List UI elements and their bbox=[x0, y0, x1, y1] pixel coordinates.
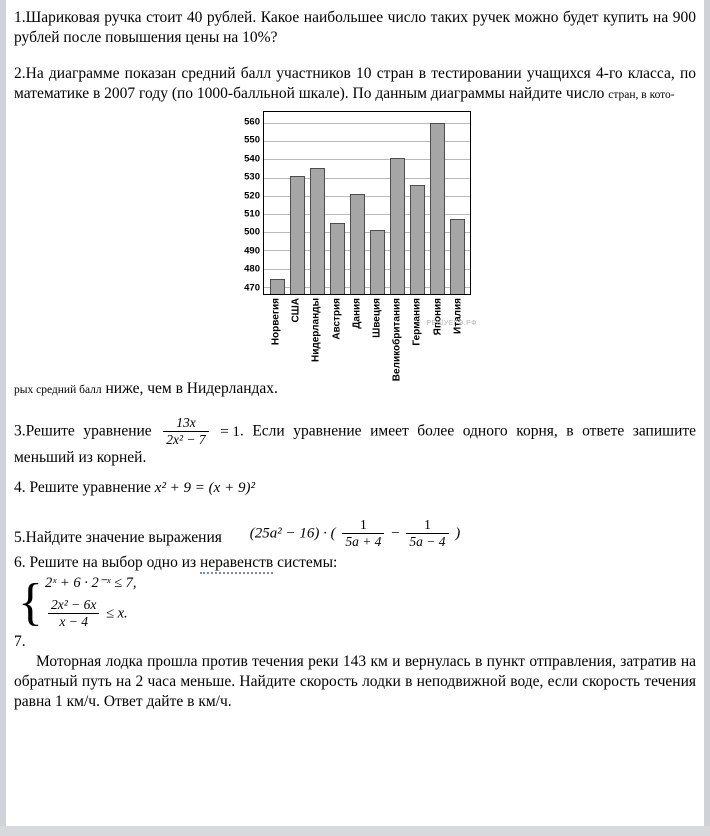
y-tick-560: 560 bbox=[244, 116, 260, 128]
bar-japan bbox=[430, 123, 445, 294]
bar-great-britain bbox=[390, 158, 405, 295]
question-3 bbox=[14, 416, 696, 468]
formula-q5-right: ) bbox=[455, 525, 461, 542]
y-tick-480: 480 bbox=[244, 263, 260, 275]
bar-norway bbox=[270, 279, 285, 294]
fraction-numerator: 13x bbox=[176, 415, 196, 430]
bar-italy bbox=[450, 219, 465, 294]
chart-watermark: РЕШУЕГЭ.РФ bbox=[426, 320, 477, 327]
fraction-denominator: 5a − 4 bbox=[406, 533, 448, 550]
system-line-2-fraction bbox=[48, 597, 99, 629]
question-7-number: 7. bbox=[14, 633, 26, 651]
question-6 bbox=[14, 553, 696, 573]
question-4 bbox=[14, 478, 696, 498]
question-6-spellcheck-word: неравенств bbox=[200, 554, 273, 574]
system-brace: { bbox=[18, 573, 43, 631]
x-label-text: Великобритания bbox=[391, 298, 403, 382]
x-label-sweden bbox=[370, 295, 385, 377]
formula-q5-minus: − bbox=[391, 525, 400, 542]
formula-q5-fraction-1 bbox=[342, 517, 384, 549]
x-label-netherlands bbox=[309, 295, 324, 377]
x-label-text: Австрия bbox=[331, 298, 343, 340]
page-edge-bottom bbox=[0, 826, 710, 836]
fraction-denominator: 2x² − 7 bbox=[163, 431, 208, 448]
question-6-lead: 6. Решите на выбор одно из bbox=[14, 554, 197, 572]
page-edge-right bbox=[704, 0, 710, 836]
y-tick-550: 550 bbox=[244, 134, 260, 146]
x-label-denmark bbox=[349, 295, 364, 377]
question-1: 1.Шариковая ручка стоит 40 рублей. Какое наибольшее число таких ручек можно будет купить на 900 рублей после повышения цены на 10%? bbox=[14, 9, 696, 46]
chart-plot-row bbox=[229, 111, 481, 295]
x-label-text: Италия bbox=[452, 298, 464, 334]
x-label-text: Япония bbox=[432, 298, 444, 336]
bar-chart-container bbox=[14, 111, 696, 382]
question-2-text: 2.На диаграмме показан средний балл участников 10 стран в тестировании учащихся 4-го класса, по математике в 2007 году (по 1000-балльной шкале). По данным диаграммы найдите число bbox=[14, 65, 696, 102]
x-label-austria bbox=[329, 295, 344, 377]
question-3-tail: . Если уравнение имеет более одного корня, в ответе запишите меньший из корней. bbox=[14, 422, 697, 467]
x-label-text: Норвегия bbox=[270, 298, 282, 346]
y-tick-510: 510 bbox=[244, 208, 260, 220]
formula-q3-equals: = 1 bbox=[220, 424, 240, 441]
formula-q5-left: (25a² − 16) · ( bbox=[249, 525, 336, 542]
x-label-usa bbox=[289, 295, 304, 377]
bar-usa bbox=[290, 176, 305, 294]
question-6-tail: системы: bbox=[277, 554, 338, 572]
fraction-numerator: 2x² − 6x bbox=[50, 597, 97, 613]
x-label-text: Швеция bbox=[371, 298, 383, 338]
question-5: 5.Найдите значение выражения bbox=[14, 529, 222, 547]
fraction-numerator: 1 bbox=[360, 517, 367, 533]
question-7: Моторная лодка прошла против течения реки 143 км и вернулась в пункт отправления, затратив на обратный путь на 2 часа меньше. Найдите скорость лодки в неподвижной воде, если скорость течения равна 1 км/ч. Ответ дайте в км/ч. bbox=[14, 653, 696, 711]
question-2-continuation bbox=[14, 379, 696, 400]
question-2-intro bbox=[14, 64, 696, 105]
question-2-tail: ниже, чем в Нидерландах. bbox=[105, 380, 278, 397]
x-label-great-britain bbox=[390, 295, 405, 382]
system-line-2 bbox=[45, 598, 137, 630]
bar-sweden bbox=[370, 230, 385, 294]
bar-netherlands bbox=[310, 168, 325, 294]
x-label-text: Германия bbox=[411, 298, 423, 346]
system-line-1: 2ˣ + 6 · 2⁻ˣ ≤ 7, bbox=[44, 575, 137, 592]
x-label-germany bbox=[410, 295, 425, 377]
question-2-small-lead: рых средний балл bbox=[14, 384, 102, 396]
x-label-text: США bbox=[290, 298, 302, 323]
system-lines bbox=[45, 575, 137, 630]
fraction-denominator: x − 4 bbox=[48, 613, 99, 630]
question-4-lead: 4. Решите уравнение bbox=[14, 479, 151, 497]
x-label-japan bbox=[430, 295, 445, 377]
fraction-numerator: 1 bbox=[424, 517, 431, 533]
bar-germany bbox=[410, 185, 425, 294]
chart-bars bbox=[264, 112, 470, 294]
chart-plot-area bbox=[263, 111, 471, 295]
x-label-text: Дания bbox=[351, 298, 363, 329]
x-label-norway bbox=[269, 295, 284, 377]
question-3-lead: 3.Решите уравнение bbox=[14, 422, 152, 440]
chart-y-axis bbox=[229, 111, 263, 295]
y-tick-540: 540 bbox=[244, 153, 260, 165]
y-tick-530: 530 bbox=[244, 171, 260, 183]
formula-q5-fraction-2 bbox=[406, 517, 448, 549]
question-2-small-tail: стран, в кото- bbox=[608, 89, 675, 101]
y-tick-500: 500 bbox=[244, 226, 260, 238]
bar-denmark bbox=[350, 194, 365, 294]
page-edge-left bbox=[0, 0, 6, 836]
x-label-italy bbox=[450, 295, 465, 377]
y-tick-470: 470 bbox=[244, 282, 260, 294]
system-line-2-tail: ≤ x. bbox=[106, 605, 128, 622]
formula-q4: x² + 9 = (x + 9)² bbox=[154, 480, 255, 497]
chart-x-labels bbox=[263, 295, 471, 382]
formula-q3-fraction bbox=[163, 415, 208, 447]
formula-q6-system bbox=[18, 575, 696, 630]
bar-austria bbox=[330, 223, 345, 294]
bar-chart bbox=[229, 111, 481, 382]
fraction-denominator: 5a + 4 bbox=[342, 533, 384, 550]
y-tick-490: 490 bbox=[244, 245, 260, 257]
x-label-text: Нидерланды bbox=[310, 298, 322, 362]
y-tick-520: 520 bbox=[244, 190, 260, 202]
